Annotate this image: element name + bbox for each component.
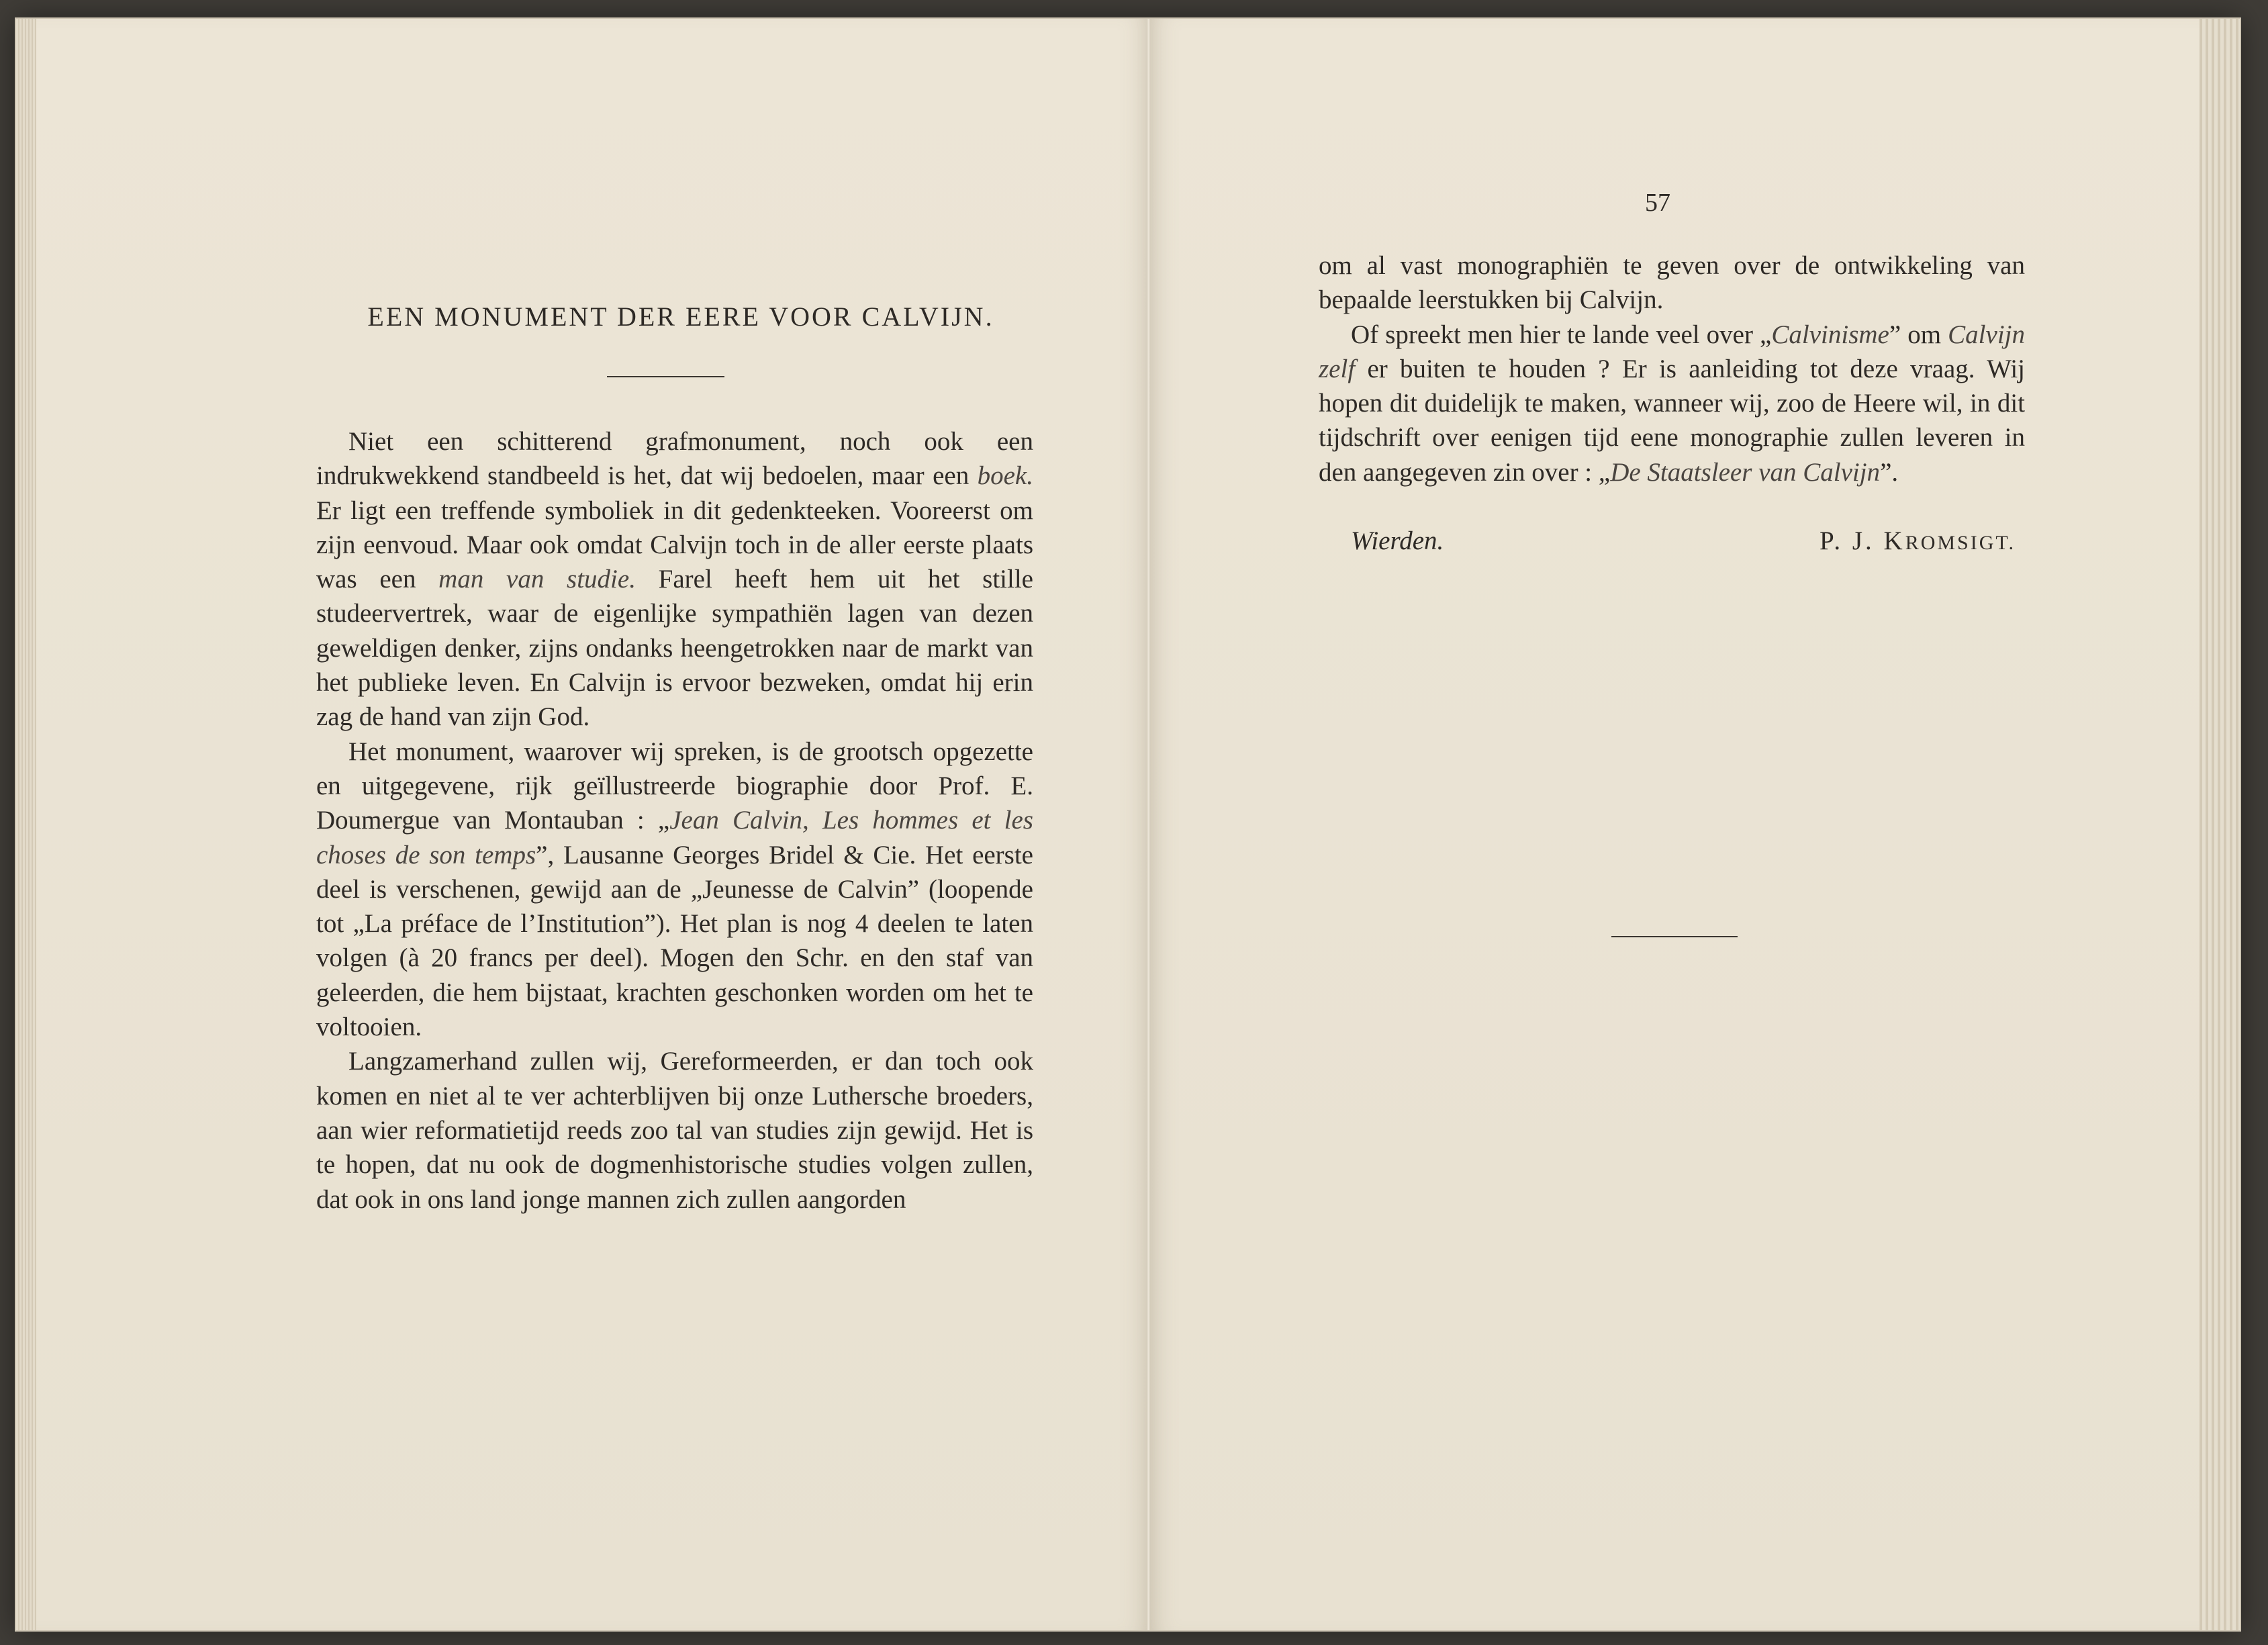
text-run: er buiten te houden ? Er is aanleiding tot deze vraag. Wij hopen dit duidelijk te maken, wanneer wij, zoo de Heere wil, in dit tijdschrift over eenigen tijd eene monographie zullen leveren in den aangegeven zin over : „	[1319, 354, 2025, 487]
page-edges-right	[2200, 19, 2240, 1630]
paragraph	[316, 424, 1033, 735]
italic-text: Calvinisme	[1771, 320, 1889, 349]
title-divider	[607, 376, 724, 377]
author-surname: ROMSIGT.	[1905, 532, 2016, 554]
text-run: ”.	[1880, 457, 1899, 487]
text-run: Of spreekt men hier te lande veel over „	[1351, 320, 1772, 349]
paragraph: Langzamerhand zullen wij, Gereformeerden, er dan toch ook komen en niet al te ver achterblijven bij onze Luthersche broeders, aan wier reformatietijd reeds zoo tal van studies zijn gewijd. Het is te hopen, dat nu ook de dogmenhistorische studies volgen zullen, dat ook in ons land jonge mannen zich zullen aangorden	[316, 1047, 1033, 1214]
text-run: Farel heeft hem uit het stille studeervertrek, waar de eigenlijke sympathiën lagen van dezen geweldigen denker, zijns ondanks heengetrokken naar de markt van het publieke leven. En Calvijn is ervoor bezweken, omdat hij erin zag de hand van zijn God.	[316, 565, 1033, 732]
text-run: ”, Lausanne Georges Bridel & Cie. Het eerste deel is verschenen, gewijd aan de „Jeunesse de Calvin” (loopende tot „La préface de l’Institution”). Het plan is nog 4 deelen te laten volgen (à 20 francs per deel). Mogen den Schr. en den staf van geleerden, die hem bijstaat, krachten geschonken worden om het te voltooien.	[316, 840, 1033, 1042]
end-divider	[1611, 936, 1738, 937]
signature-line	[1351, 524, 2016, 558]
book-spread	[16, 19, 2240, 1630]
italic-text: De Staatsleer van Calvijn	[1610, 457, 1881, 487]
article-title: EEN MONUMENT DER EERE VOOR CALVIJN.	[367, 301, 994, 332]
italic-text: Calvijn zelf	[1319, 320, 2025, 383]
paragraph	[1319, 318, 2025, 489]
text-run: Niet een schitterend grafmonument, noch ook een indrukwekkend standbeeld is het, dat wij bedoelen, maar een	[316, 427, 1033, 491]
author-initials: P. J. K	[1819, 526, 1905, 555]
right-page-body	[1319, 248, 2025, 489]
text-run: Er ligt een treffende symboliek in dit gedenkteeken. Vooreerst om zijn eenvoud. Maar ook omdat Calvijn toch in de aller eerste plaats was een	[316, 496, 1033, 594]
page-number: 57	[1645, 189, 1670, 217]
text-run: ” om	[1889, 320, 1948, 349]
author-name	[1820, 524, 2016, 560]
italic-text: boek.	[977, 461, 1033, 491]
page-edges-left	[16, 19, 36, 1630]
place-name: Wierden.	[1351, 526, 1444, 555]
paragraph	[316, 735, 1033, 1045]
paragraph: om al vast monographiën te geven over de ontwikkeling van bepaalde leerstukken bij Calvijn.	[1319, 251, 2025, 315]
left-page	[16, 19, 1149, 1630]
italic-text: Jean Calvin, Les hommes et les choses de son temps	[316, 806, 1033, 869]
italic-text: man van studie.	[438, 565, 636, 594]
text-run: Het monument, waarover wij spreken, is de grootsch opgezette en uitgegevene, rijk geïllustreerde biographie door Prof. E. Doumergue van Montauban : „	[316, 737, 1033, 835]
left-page-body	[316, 424, 1033, 1217]
